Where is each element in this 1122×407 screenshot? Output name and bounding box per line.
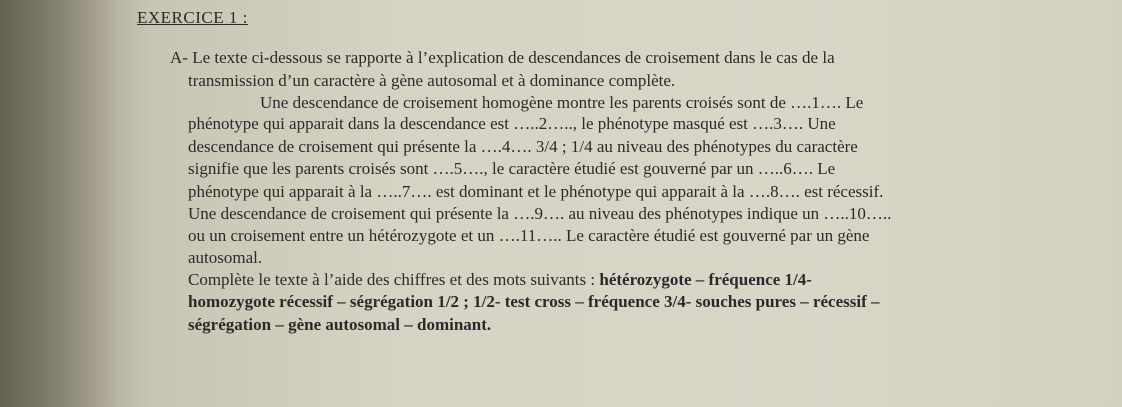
text-line-9: ou un croisement entre un hétérozygote et un ….11….. Le caractère étudié est gouverné par un gène	[188, 226, 870, 245]
text-line-7: phénotype qui apparait à la …..7…. est dominant et le phénotype qui apparait à la ….8…. est récessif.	[188, 182, 884, 201]
text-line-3: Une descendance de croisement homogène montre les parents croisés sont de ….1…. Le	[260, 93, 864, 112]
exercise-title: EXERCICE 1 :	[137, 8, 248, 27]
word-list-start: hétérozygote – fréquence 1/4-	[599, 270, 812, 289]
word-list-line-2	[188, 315, 491, 335]
page-shadow	[0, 0, 120, 407]
word-list-2: ségrégation – gène autosomal – dominant.	[188, 315, 492, 334]
text-line-5: descendance de croisement qui présente la ….4…. 3/4 ; 1/4 au niveau des phénotypes du caractère	[188, 137, 858, 156]
instruction-line	[188, 270, 812, 290]
text-line-4: phénotype qui apparait dans la descendance est …..2….., le phénotype masqué est ….3…. Une	[188, 114, 836, 133]
text-line-2: transmission d’un caractère à gène autosomal et à dominance complète.	[188, 71, 676, 90]
word-list-1: homozygote récessif – ségrégation 1/2 ; 1/2- test cross – fréquence 3/4- souches pures – récessif –	[188, 292, 880, 311]
text-line-8: Une descendance de croisement qui présente la ….9…. au niveau des phénotypes indique un …..10…..	[188, 204, 892, 223]
word-list-line-1	[188, 292, 880, 312]
instruction-text: Complète le texte à l’aide des chiffres et des mots suivants :	[188, 270, 600, 289]
text-line-6: signifie que les parents croisés sont ….5…., le caractère étudié est gouverné par un …..6…. Le	[188, 159, 836, 178]
text-line-1: A- Le texte ci-dessous se rapporte à l’explication de descendances de croisement dans le cas de la	[170, 48, 835, 67]
text-line-10: autosomal.	[188, 248, 263, 267]
